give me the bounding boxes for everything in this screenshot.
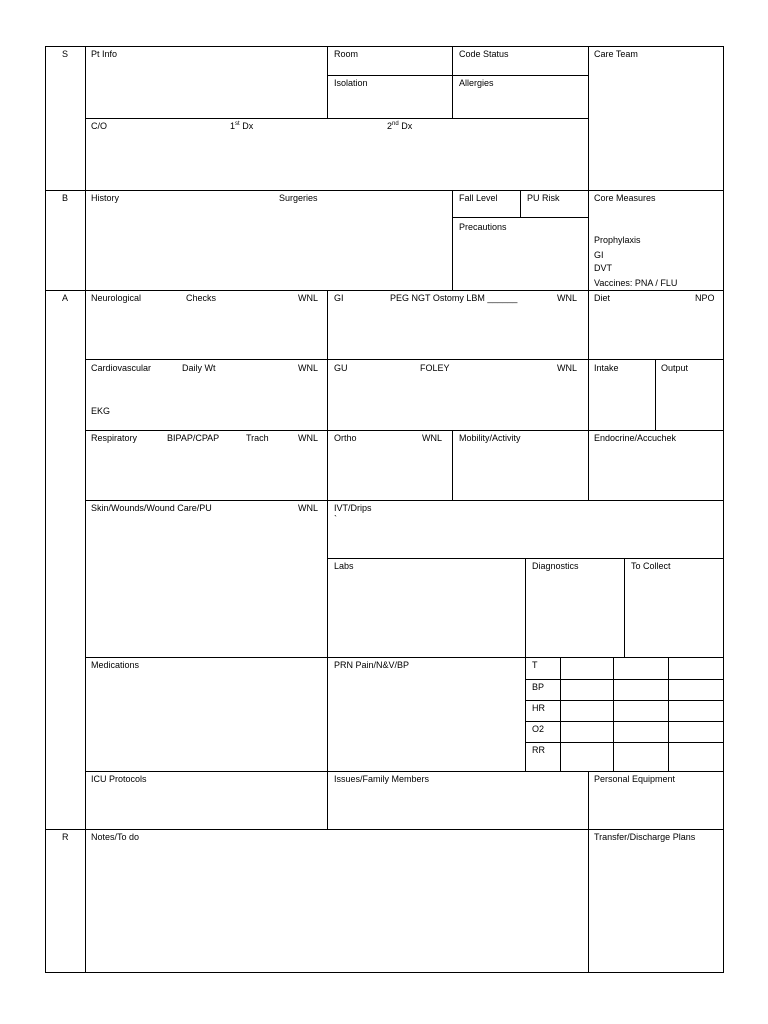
rule [85, 500, 588, 501]
rule [588, 771, 589, 829]
rule [525, 558, 526, 771]
rule [613, 657, 614, 771]
section-a-label: A [62, 293, 69, 303]
rule [327, 75, 588, 76]
rule [45, 190, 724, 191]
rule [85, 118, 588, 119]
rule [327, 290, 328, 500]
issues-label: Issues/Family Members [334, 774, 430, 784]
transfer-label: Transfer/Discharge Plans [594, 832, 696, 842]
endocrine-label: Endocrine/Accuchek [594, 433, 677, 443]
rule [624, 558, 625, 657]
neuro-wnl-label: WNL [298, 293, 318, 303]
rule [525, 721, 724, 722]
ekg-label: EKG [91, 406, 111, 416]
rule [452, 217, 588, 218]
primary-dx-label: 1st Dx [230, 121, 254, 131]
pt-info-label: Pt Info [91, 49, 118, 59]
vital-bp-label: BP [532, 682, 545, 692]
icu-protocols-label: ICU Protocols [91, 774, 147, 784]
rule [45, 829, 724, 830]
rule [452, 190, 453, 290]
rule [668, 657, 669, 771]
precautions-label: Precautions [459, 222, 507, 232]
fall-level-label: Fall Level [459, 193, 498, 203]
rule [588, 829, 589, 972]
gi-options-label: PEG NGT Ostomy LBM ______ [390, 293, 518, 303]
cardio-wnl-label: WNL [298, 363, 318, 373]
diagnostics-label: Diagnostics [532, 561, 579, 571]
care-team-label: Care Team [594, 49, 638, 59]
rule [45, 290, 724, 291]
trach-label: Trach [246, 433, 269, 443]
rule [588, 500, 724, 501]
vaccines-label: Vaccines: PNA / FLU [594, 278, 678, 288]
chief-complaint-label: C/O [91, 121, 108, 131]
neurological-label: Neurological [91, 293, 142, 303]
dvt-label: DVT [594, 263, 612, 273]
ivt-mark: ` [334, 514, 337, 524]
gi-wnl-label: WNL [557, 293, 577, 303]
vital-t-label: T [532, 660, 538, 670]
medications-label: Medications [91, 660, 140, 670]
pu-risk-label: PU Risk [527, 193, 560, 203]
ivt-label: IVT/Drips [334, 503, 372, 513]
rule [85, 430, 724, 431]
ortho-label: Ortho [334, 433, 357, 443]
rule [327, 46, 328, 118]
foley-label: FOLEY [420, 363, 450, 373]
bipap-label: BIPAP/CPAP [167, 433, 220, 443]
vital-o2-label: O2 [532, 724, 545, 734]
neuro-checks-label: Checks [186, 293, 217, 303]
section-b-label: B [62, 193, 69, 203]
skin-wnl-label: WNL [298, 503, 318, 513]
prn-label: PRN Pain/N&V/BP [334, 660, 410, 670]
rule [85, 771, 724, 772]
notes-label: Notes/To do [91, 832, 140, 842]
labs-label: Labs [334, 561, 354, 571]
rule [588, 46, 589, 190]
npo-label: NPO [695, 293, 715, 303]
gu-label: GU [334, 363, 348, 373]
code-status-label: Code Status [459, 49, 509, 59]
gi-label: GI [334, 293, 344, 303]
gi-prophylaxis-label: GI [594, 250, 604, 260]
prophylaxis-label: Prophylaxis [594, 235, 641, 245]
output-label: Output [661, 363, 689, 373]
isolation-label: Isolation [334, 78, 368, 88]
section-s-label: S [62, 49, 69, 59]
rule [85, 46, 86, 973]
rule [588, 190, 589, 500]
mobility-label: Mobility/Activity [459, 433, 521, 443]
rule [655, 359, 656, 430]
gu-wnl-label: WNL [557, 363, 577, 373]
skin-label: Skin/Wounds/Wound Care/PU [91, 503, 212, 513]
intake-label: Intake [594, 363, 619, 373]
rule [45, 46, 724, 47]
rule [85, 657, 724, 658]
vital-hr-label: HR [532, 703, 545, 713]
ortho-wnl-label: WNL [422, 433, 442, 443]
section-r-label: R [62, 832, 69, 842]
to-collect-label: To Collect [631, 561, 671, 571]
cardiovascular-label: Cardiovascular [91, 363, 152, 373]
rule [452, 46, 453, 118]
rule [85, 359, 724, 360]
rule [327, 500, 328, 829]
rule [525, 742, 724, 743]
resp-wnl-label: WNL [298, 433, 318, 443]
rule [452, 430, 453, 500]
rule [525, 679, 724, 680]
allergies-label: Allergies [459, 78, 494, 88]
rule [45, 972, 724, 973]
rule [525, 700, 724, 701]
vital-rr-label: RR [532, 745, 545, 755]
core-measures-label: Core Measures [594, 193, 656, 203]
daily-wt-label: Daily Wt [182, 363, 216, 373]
secondary-dx-label: 2nd Dx [387, 121, 413, 131]
diet-label: Diet [594, 293, 611, 303]
room-label: Room [334, 49, 359, 59]
respiratory-label: Respiratory [91, 433, 138, 443]
rule [723, 46, 724, 973]
surgeries-label: Surgeries [279, 193, 318, 203]
history-label: History [91, 193, 120, 203]
rule [520, 190, 521, 217]
rule [45, 46, 46, 973]
rule [560, 657, 561, 771]
personal-equipment-label: Personal Equipment [594, 774, 676, 784]
